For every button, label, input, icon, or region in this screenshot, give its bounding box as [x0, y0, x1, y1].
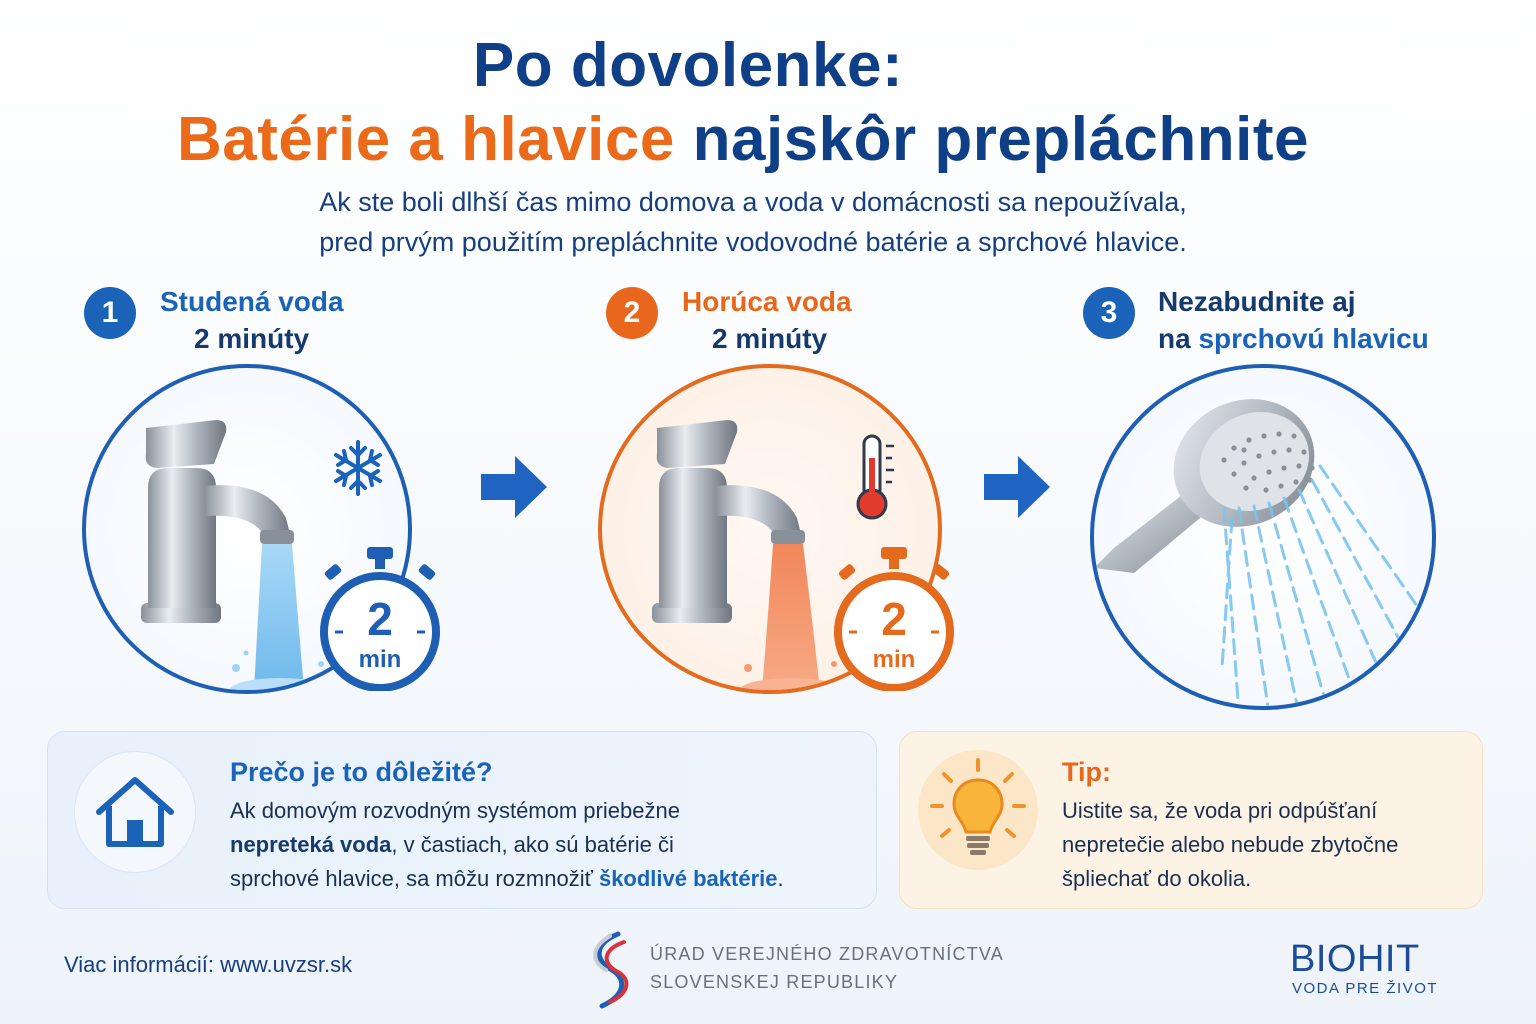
why-text-line3-end: . — [777, 866, 784, 891]
shower-nozzle — [1246, 437, 1251, 442]
tip-text-line2: nepretečie alebo nebude zbytočne — [1062, 832, 1399, 857]
shower-illustration — [1090, 364, 1436, 710]
page-title-line1: Po dovolenke: — [472, 31, 904, 100]
step-3-prefix: na — [1158, 323, 1199, 354]
why-bold-2: škodlivé baktérie — [598, 866, 778, 891]
snowflake-icon — [336, 442, 380, 494]
step-2-duration: 2 minúty — [712, 323, 828, 354]
house-icon-circle — [74, 751, 196, 873]
more-info-link[interactable]: Viac informácií: www.uvzsr.sk — [64, 952, 353, 977]
lightbulb-icon — [918, 750, 1038, 870]
step-3-highlight: sprchovú hlavicu — [1198, 323, 1429, 354]
tip-text — [1062, 794, 1398, 896]
step-2-badge: 2 — [606, 287, 658, 339]
step-3-title-line2 — [1158, 321, 1429, 357]
step-2-title: Horúca voda — [682, 286, 852, 317]
brand-logo: BIOHIT — [1290, 938, 1420, 980]
shower-nozzle — [1296, 463, 1301, 468]
thermometer-icon — [858, 436, 894, 518]
tip-heading: Tip: — [1062, 757, 1111, 787]
shower-nozzle — [1261, 433, 1266, 438]
why-text-line2 — [230, 828, 784, 862]
why-heading: Prečo je to dôležité? — [230, 757, 493, 787]
step-3-title-line1: Nezabudnite aj — [1158, 286, 1356, 317]
timer-2-unit: min — [872, 646, 916, 673]
authority-line1: ÚRAD VEREJNÉHO ZDRAVOTNÍCTVA — [650, 944, 1004, 964]
shower-nozzle — [1231, 445, 1236, 450]
shower-nozzle — [1281, 465, 1286, 470]
shower-nozzle — [1241, 447, 1246, 452]
subtitle-line1: Ak ste boli dlhší čas mimo domova a voda v domácnosti sa nepoužívala, — [319, 187, 1187, 217]
shower-nozzle — [1231, 471, 1236, 476]
step-1-badge: 1 — [84, 287, 136, 339]
arrow-right-icon — [481, 456, 547, 518]
tip-text-line1: Uistite sa, že voda pri odpúšťaní — [1062, 798, 1378, 823]
tip-text-line3: špliechať do okolia. — [1062, 866, 1252, 891]
shower-nozzle — [1278, 483, 1283, 488]
subtitle-line2: pred prvým použitím prepláchnite vodovodné batérie a sprchové hlavice. — [319, 227, 1187, 257]
brand-tagline: VODA PRE ŽIVOT — [1292, 980, 1439, 997]
timer-1-value: 2 — [367, 593, 393, 645]
shower-nozzle — [1241, 460, 1246, 465]
page-title-line2 — [0, 104, 1536, 176]
title-highlight: Batérie a hlavice — [176, 105, 675, 174]
step-3-badge: 3 — [1083, 287, 1135, 339]
shower-nozzle — [1293, 479, 1298, 484]
authority-line2: SLOVENSKEJ REPUBLIKY — [650, 972, 899, 992]
shower-head-icon — [1094, 368, 1436, 710]
authority-logo-icon — [588, 930, 632, 1010]
why-text-line2-rest: , v častiach, ako sú batérie či — [391, 832, 674, 857]
shower-nozzle — [1266, 469, 1271, 474]
shower-nozzle — [1286, 447, 1291, 452]
shower-nozzle — [1301, 449, 1306, 454]
authority-name — [650, 940, 1004, 996]
title-rest: najskôr prepláchnite — [674, 105, 1310, 174]
timer-2-value: 2 — [881, 593, 907, 645]
shower-nozzle — [1221, 457, 1226, 462]
why-text — [230, 794, 784, 896]
why-text-line1: Ak domovým rozvodným systémom priebežne — [230, 798, 680, 823]
shower-nozzle — [1276, 431, 1281, 436]
shower-nozzle — [1263, 487, 1268, 492]
shower-nozzle — [1251, 475, 1256, 480]
lightbulb-icon-circle — [918, 750, 1038, 870]
arrow-right-icon — [984, 456, 1050, 518]
why-text-line3 — [230, 862, 784, 896]
shower-nozzle — [1256, 453, 1261, 458]
timer-1-unit: min — [358, 646, 402, 673]
why-text-line3-start: sprchové hlavice, sa môžu rozmnožiť — [230, 866, 599, 891]
shower-nozzle — [1309, 465, 1314, 470]
shower-nozzle — [1243, 485, 1248, 490]
shower-nozzle — [1271, 449, 1276, 454]
step-1-title: Studená voda — [160, 286, 344, 317]
shower-nozzle — [1291, 433, 1296, 438]
why-bold-1: nepreteká voda — [230, 832, 392, 857]
step-1-duration: 2 minúty — [194, 323, 310, 354]
house-icon — [75, 752, 195, 872]
